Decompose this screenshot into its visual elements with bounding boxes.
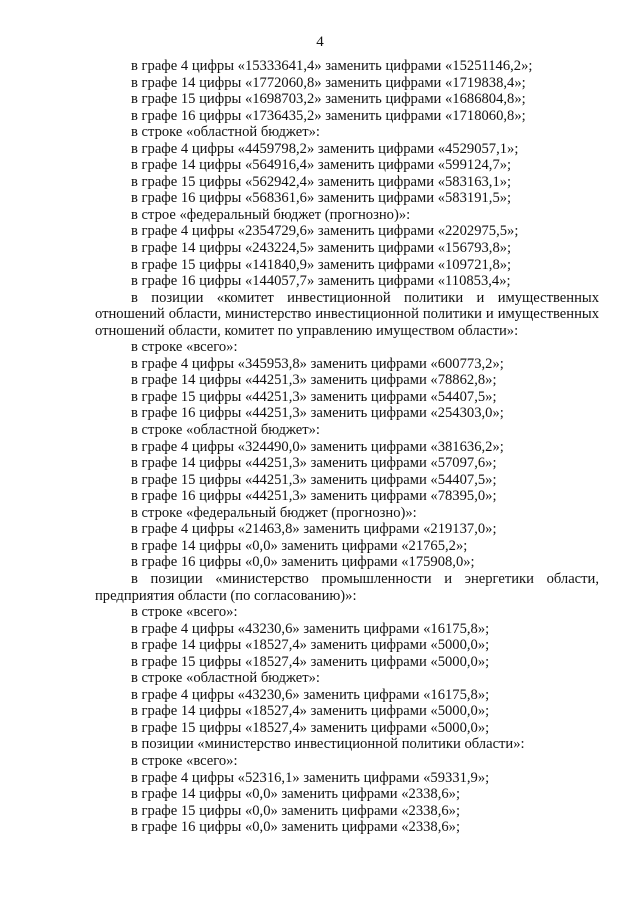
page-number: 4 bbox=[316, 34, 324, 50]
text-line: в графе 14 цифры «44251,3» заменить цифрами «57097,6»; bbox=[131, 455, 497, 472]
text-line: в графе 4 цифры «43230,6» заменить цифрами «16175,8»; bbox=[131, 620, 490, 637]
text-line: в графе 15 цифры «44251,3» заменить цифрами «54407,5»; bbox=[131, 471, 497, 488]
paragraph: в позиции «министерство промышленности и энергетики области, предприятия области (по согласованию)»: bbox=[95, 570, 599, 604]
text-line: в графе 16 цифры «44251,3» заменить цифрами «254303,0»; bbox=[131, 405, 504, 422]
text-line: в графе 15 цифры «44251,3» заменить цифрами «54407,5»; bbox=[131, 388, 497, 405]
text-line: в графе 4 цифры «15333641,4» заменить цифрами «15251146,2»; bbox=[131, 58, 533, 74]
text-line: в графе 16 цифры «1736435,2» заменить цифрами «1718060,8»; bbox=[131, 107, 526, 124]
text-line: в строке «областной бюджет»: bbox=[131, 422, 320, 439]
text-line: в графе 4 цифры «43230,6» заменить цифрами «16175,8»; bbox=[131, 686, 490, 703]
document-body bbox=[95, 58, 599, 836]
text-line: в позиции «министерство инвестиционной политики области»: bbox=[131, 736, 525, 753]
text-line: в графе 16 цифры «144057,7» заменить цифрами «110853,4»; bbox=[131, 273, 511, 290]
text-line: в графе 16 цифры «0,0» заменить цифрами «2338,6»; bbox=[131, 819, 461, 836]
text-line: в графе 4 цифры «2354729,6» заменить цифрами «2202975,5»; bbox=[131, 223, 519, 240]
text-line: в графе 14 цифры «564916,4» заменить цифрами «599124,7»; bbox=[131, 157, 512, 174]
text-line: в графе 14 цифры «44251,3» заменить цифрами «78862,8»; bbox=[131, 372, 497, 389]
text-line: в строке «всего»: bbox=[131, 339, 238, 356]
text-line: в графе 14 цифры «1772060,8» заменить цифрами «1719838,4»; bbox=[131, 74, 526, 91]
text-line: в графе 15 цифры «1698703,2» заменить цифрами «1686804,8»; bbox=[131, 91, 526, 108]
text-line: в строе «федеральный бюджет (прогнозно)»: bbox=[131, 206, 411, 223]
text-line: в графе 15 цифры «0,0» заменить цифрами «2338,6»; bbox=[131, 802, 461, 819]
text-line: в строке «всего»: bbox=[131, 604, 238, 621]
text-line: в графе 15 цифры «18527,4» заменить цифрами «5000,0»; bbox=[131, 719, 490, 736]
text-line: в строке «федеральный бюджет (прогнозно)»: bbox=[131, 504, 417, 521]
paragraph: в позиции «комитет инвестиционной политики и имущественных отношений области, министерство инвестиционной политики и имущественных отношений области, комитет по управлению имуществом области»: bbox=[95, 289, 599, 339]
text-line: в графе 4 цифры «345953,8» заменить цифрами «600773,2»; bbox=[131, 355, 504, 372]
text-line: в графе 15 цифры «562942,4» заменить цифрами «583163,1»; bbox=[131, 173, 512, 190]
text-line: в графе 4 цифры «21463,8» заменить цифрами «219137,0»; bbox=[131, 521, 497, 538]
text-line: в графе 15 цифры «18527,4» заменить цифрами «5000,0»; bbox=[131, 653, 490, 670]
text-line: в строке «областной бюджет»: bbox=[131, 124, 320, 141]
text-line: в графе 4 цифры «4459798,2» заменить цифрами «4529057,1»; bbox=[131, 140, 519, 157]
text-line: в строке «областной бюджет»: bbox=[131, 670, 320, 687]
text-line: в графе 14 цифры «243224,5» заменить цифрами «156793,8»; bbox=[131, 240, 512, 257]
text-line: в графе 16 цифры «0,0» заменить цифрами «175908,0»; bbox=[131, 554, 475, 571]
text-line: в графе 16 цифры «44251,3» заменить цифрами «78395,0»; bbox=[131, 488, 497, 505]
text-line: в строке «всего»: bbox=[131, 752, 238, 769]
text-line: в графе 14 цифры «0,0» заменить цифрами «21765,2»; bbox=[131, 537, 468, 554]
text-line: в графе 16 цифры «568361,6» заменить цифрами «583191,5»; bbox=[131, 190, 512, 207]
text-line: в графе 14 цифры «18527,4» заменить цифрами «5000,0»; bbox=[131, 703, 490, 720]
text-line: в графе 4 цифры «324490,0» заменить цифрами «381636,2»; bbox=[131, 438, 504, 455]
text-line: в графе 4 цифры «52316,1» заменить цифрами «59331,9»; bbox=[131, 769, 490, 786]
text-line: в графе 15 цифры «141840,9» заменить цифрами «109721,8»; bbox=[131, 256, 512, 273]
text-line: в графе 14 цифры «0,0» заменить цифрами «2338,6»; bbox=[131, 786, 461, 803]
text-line: в графе 14 цифры «18527,4» заменить цифрами «5000,0»; bbox=[131, 637, 490, 654]
